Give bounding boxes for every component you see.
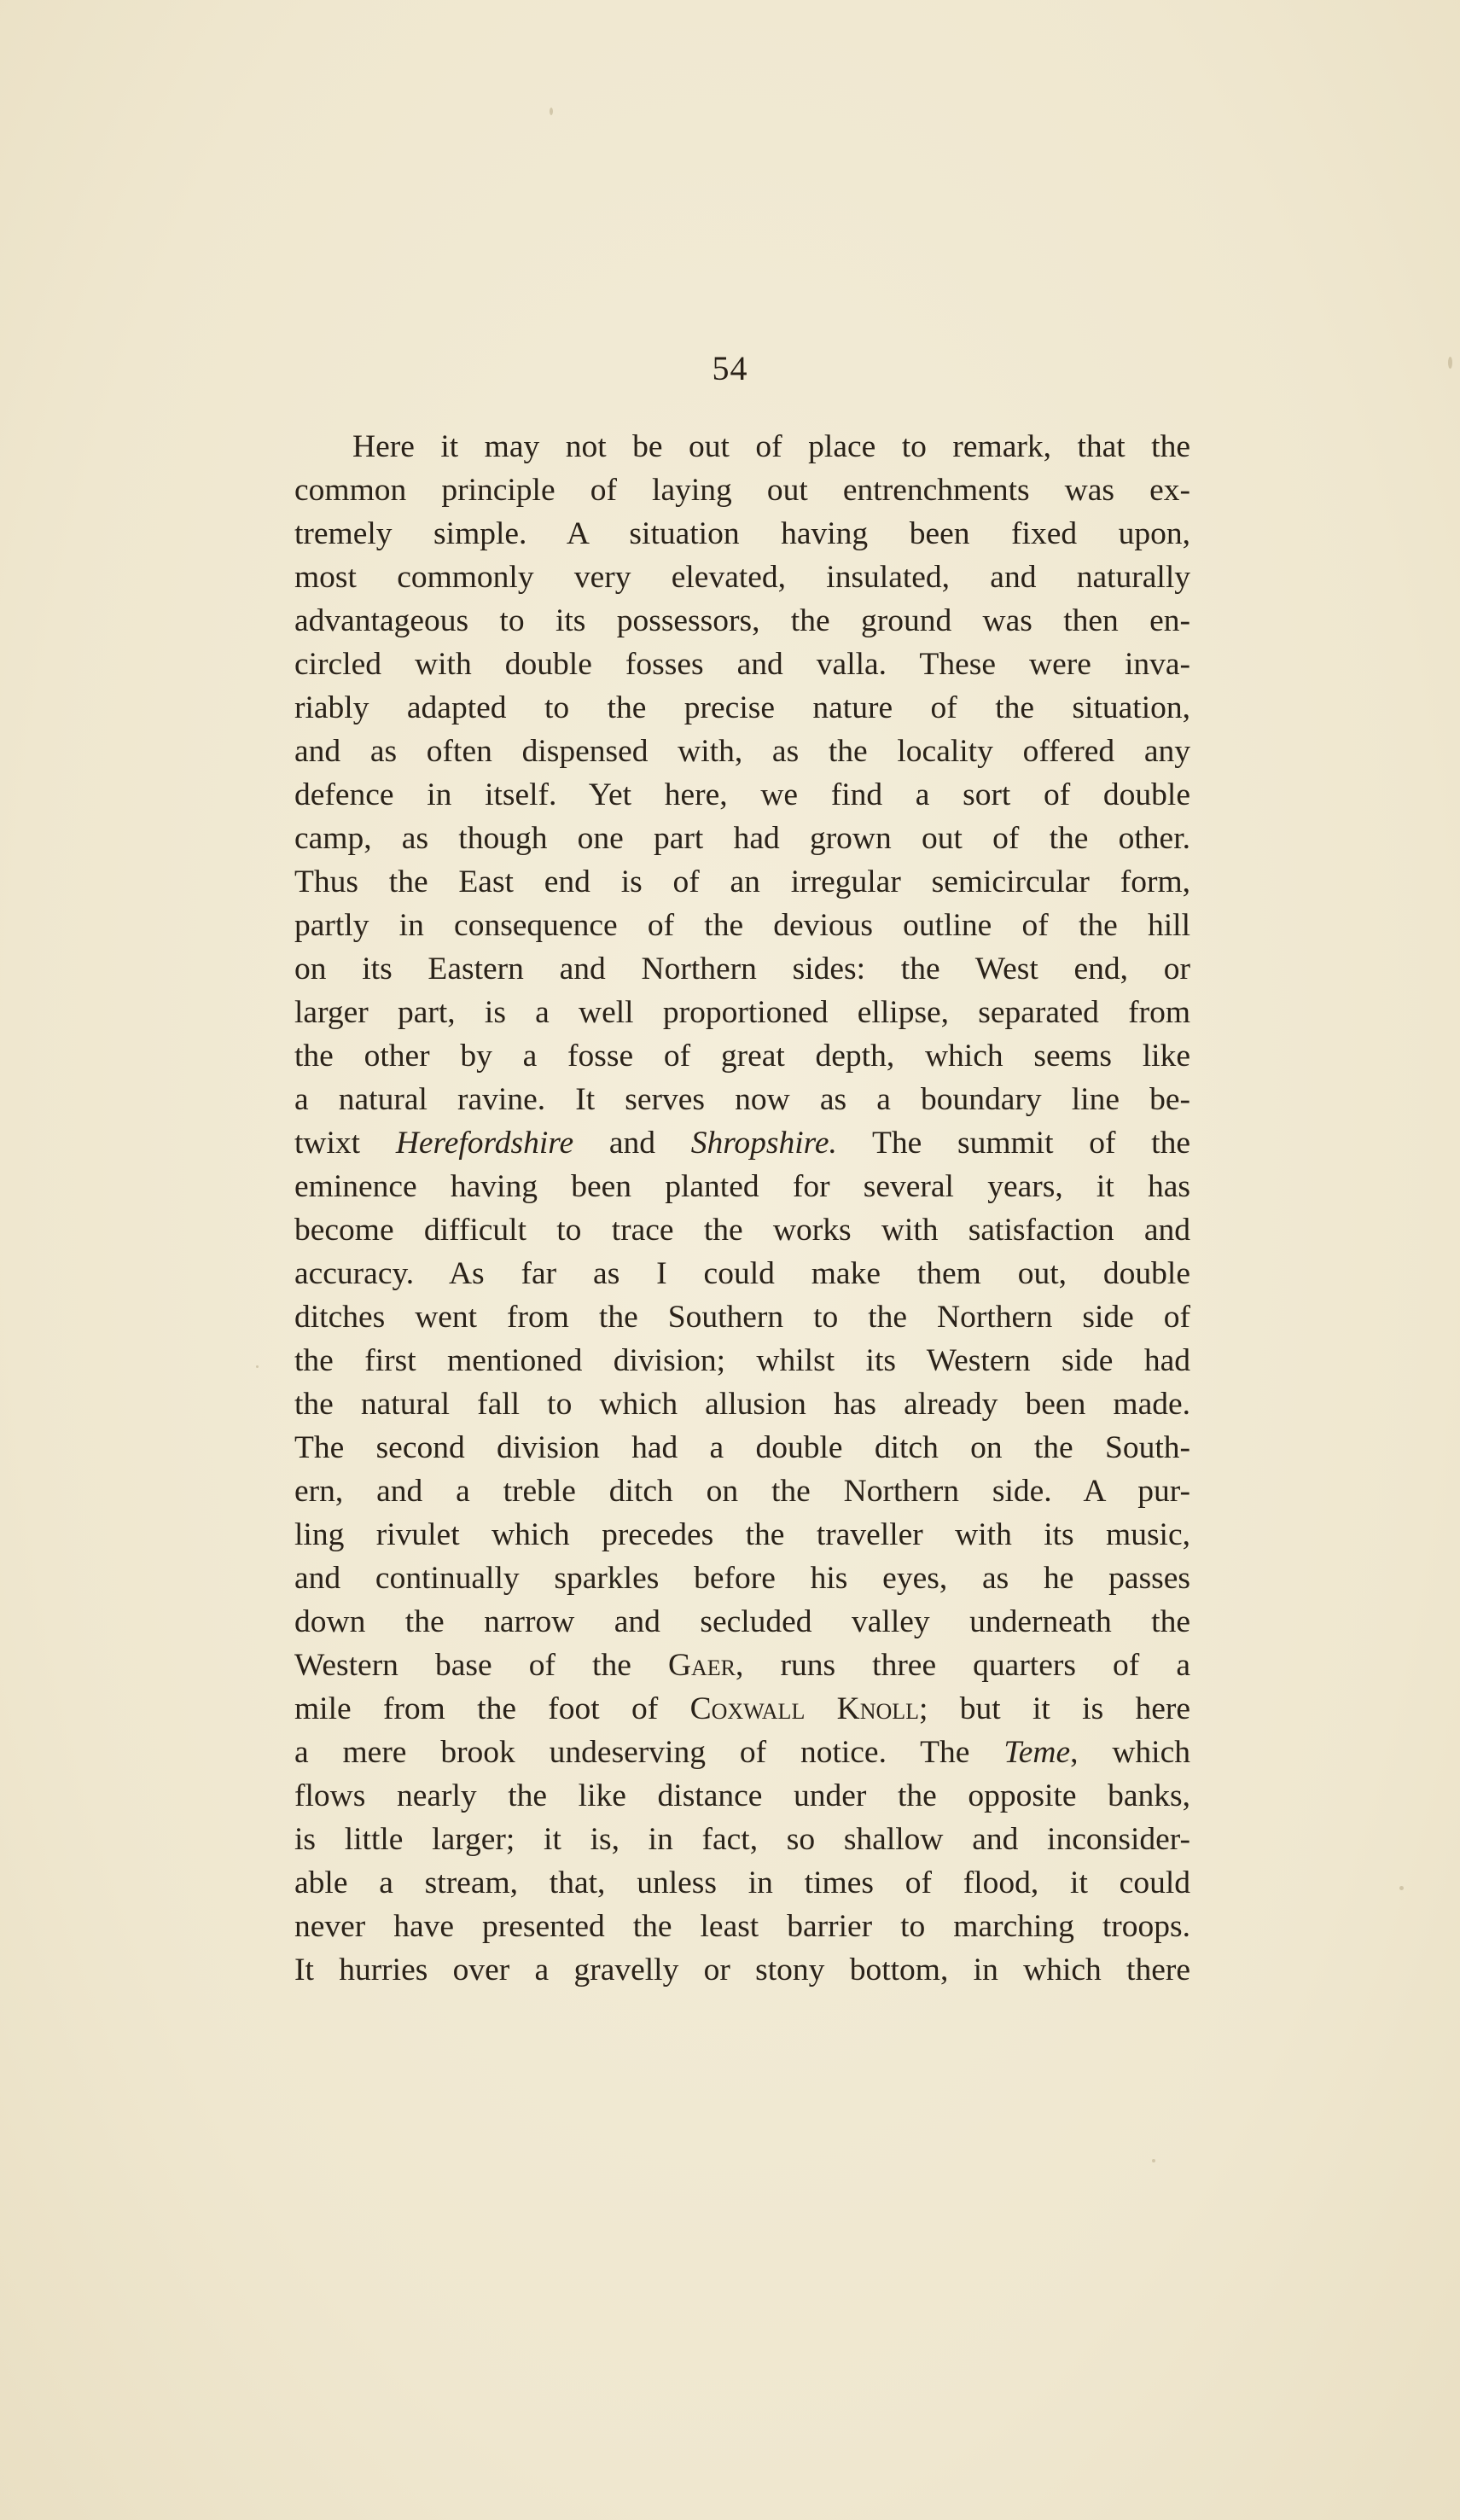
italic-text: Teme (1003, 1735, 1071, 1770)
text-run: , which (1070, 1735, 1190, 1770)
text-line (294, 686, 1190, 730)
text-line (294, 860, 1190, 904)
text-line (294, 1382, 1190, 1426)
text-line (294, 1731, 1190, 1774)
text-run: Western base of the (294, 1648, 668, 1683)
text-run: ; but it is here (919, 1691, 1190, 1726)
text-line (294, 947, 1190, 991)
text-run: The summit of the (836, 1126, 1190, 1161)
text-run: It hurries over a gravelly or stony bottom, in which there (294, 1953, 1190, 1987)
text-run: twixt (294, 1126, 396, 1161)
text-run: eminence having been planted for several years, it has (294, 1169, 1190, 1204)
text-run: on its Eastern and Northern sides: the West end, or (294, 952, 1190, 986)
text-line (294, 468, 1190, 512)
paper-speck (550, 108, 553, 115)
text-run: circled with double fosses and valla. These were inva- (294, 647, 1190, 682)
text-run: camp, as though one part had grown out of the other. (294, 821, 1190, 856)
text-line (294, 599, 1190, 643)
text-run: and continually sparkles before his eyes, as he passes (294, 1561, 1190, 1596)
text-line (294, 425, 1190, 468)
paper-speck (1399, 1886, 1404, 1890)
text-line (294, 1644, 1190, 1687)
text-run: partly in consequence of the devious outline of the hill (294, 908, 1190, 943)
small-caps-text: Coxwall Knoll (689, 1691, 920, 1726)
text-run: never have presented the least barrier to marching troops. (294, 1909, 1190, 1944)
text-line (294, 817, 1190, 860)
text-run: and (573, 1126, 691, 1161)
text-run: ditches went from the Southern to the Northern side of (294, 1300, 1190, 1335)
text-run: ern, and a treble ditch on the Northern side. A pur- (294, 1474, 1190, 1509)
text-line (294, 1948, 1190, 1992)
text-line (294, 1339, 1190, 1382)
italic-text: Herefordshire (395, 1126, 574, 1161)
body-text (294, 425, 1190, 1992)
text-run: common principle of laying out entrenchments was ex- (294, 473, 1190, 508)
text-line (294, 1774, 1190, 1818)
paper-speck (1152, 2159, 1155, 2162)
text-run: accuracy. As far as I could make them out, double (294, 1256, 1190, 1291)
text-run: tremely simple. A situation having been fixed upon, (294, 516, 1190, 551)
text-run: the other by a fosse of great depth, which seems like (294, 1039, 1190, 1074)
text-run: defence in itself. Yet here, we find a sort of double (294, 777, 1190, 812)
text-line (294, 1426, 1190, 1470)
page-number: 54 (712, 349, 748, 387)
text-run: a natural ravine. It serves now as a boundary line be- (294, 1082, 1190, 1117)
text-run: down the narrow and secluded valley underneath the (294, 1604, 1190, 1639)
text-line (294, 1557, 1190, 1600)
text-run: and as often dispensed with, as the locality offered any (294, 734, 1190, 769)
text-run: Here it may not be out of place to remark, that the (352, 429, 1190, 464)
text-line (294, 1295, 1190, 1339)
text-line (294, 1121, 1190, 1165)
text-run: ling rivulet which precedes the traveller with its music, (294, 1517, 1190, 1552)
text-line (294, 1208, 1190, 1252)
text-run: riably adapted to the precise nature of the situation, (294, 690, 1190, 725)
text-line (294, 1470, 1190, 1513)
paper-speck (256, 1365, 259, 1368)
text-line (294, 1513, 1190, 1557)
text-line (294, 643, 1190, 686)
text-line (294, 1905, 1190, 1948)
text-line (294, 730, 1190, 773)
text-line (294, 1252, 1190, 1295)
text-run: the first mentioned division; whilst its Western side had (294, 1343, 1190, 1378)
italic-text: Shropshire. (690, 1126, 837, 1161)
text-run: most commonly very elevated, insulated, and naturally (294, 560, 1190, 595)
text-run: advantageous to its possessors, the ground was then en- (294, 603, 1190, 638)
text-run: mile from the foot of (294, 1691, 690, 1726)
text-run: , runs three quarters of a (736, 1648, 1190, 1683)
text-line (294, 773, 1190, 817)
text-line (294, 512, 1190, 556)
text-run: flows nearly the like distance under the opposite banks, (294, 1778, 1190, 1813)
text-run: become difficult to trace the works with satisfaction and (294, 1213, 1190, 1248)
text-line (294, 1034, 1190, 1078)
text-run: a mere brook undeserving of notice. The (294, 1735, 1004, 1770)
text-run: Thus the East end is of an irregular semicircular form, (294, 864, 1190, 899)
text-line (294, 904, 1190, 947)
text-line (294, 991, 1190, 1034)
text-run: able a stream, that, unless in times of flood, it could (294, 1865, 1190, 1900)
text-run: the natural fall to which allusion has already been made. (294, 1387, 1190, 1422)
text-line (294, 1687, 1190, 1731)
text-line (294, 1818, 1190, 1861)
text-line (294, 1165, 1190, 1208)
text-run: is little larger; it is, in fact, so shallow and inconsider- (294, 1822, 1190, 1857)
text-run: larger part, is a well proportioned ellipse, separated from (294, 995, 1190, 1030)
small-caps-text: Gaer (667, 1648, 736, 1683)
text-line (294, 556, 1190, 599)
text-line (294, 1078, 1190, 1121)
text-line (294, 1600, 1190, 1644)
text-run: The second division had a double ditch on the South- (294, 1430, 1190, 1465)
text-line (294, 1861, 1190, 1905)
